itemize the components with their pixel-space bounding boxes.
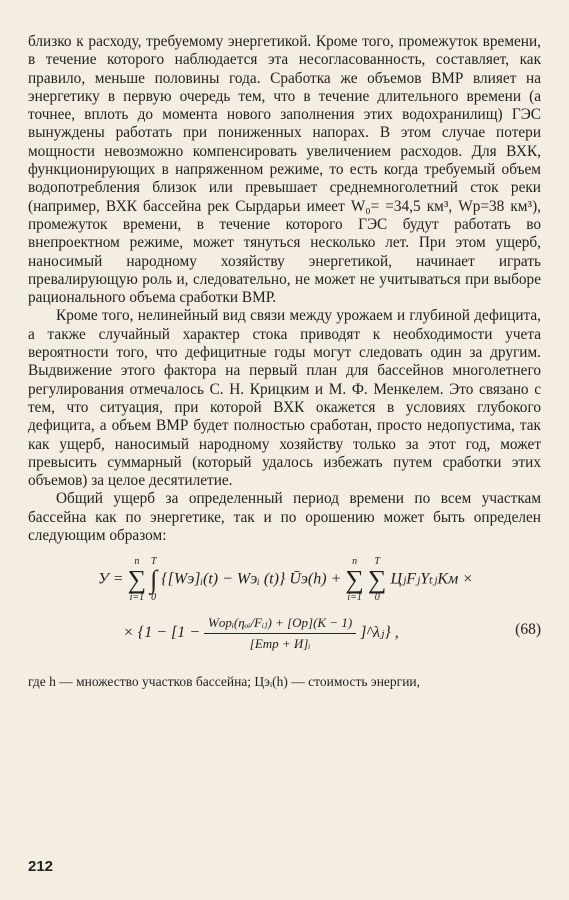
- sum3-upper: T: [374, 556, 380, 568]
- sum3-lower: 0: [374, 592, 380, 604]
- formula-explanation: где h — множество участков бассейна; Цэᵢ(h) — стоимость энергии,: [28, 674, 421, 690]
- formula-line-2: [123, 615, 399, 652]
- sum1-upper: n: [134, 556, 140, 568]
- formula-line2-prefix: × {1 − [1 −: [123, 624, 201, 642]
- paragraph-3: Общий ущерб за определенный период времени по всем участкам бассейна как по энергетике, так и по орошению может быть определен следующим образом:: [28, 490, 541, 545]
- int1-lower: 0: [151, 592, 157, 604]
- paragraph-1: близко к расходу, требуемому энергетикой. Кроме того, промежуток времени, в течение которого наблюдается эта несогласованность, составляет, как правило, меньше половины года. Сработка же объемов ВМР влияет на энергетику в первую очередь тем, что в течение длительного времени (а точнее, вплоть до момента нового заполнения этих водохранилищ) ГЭС вынуждены работать при пониженных напорах. В этом случае потери мощности невозможно компенсировать увеличением расходов. Для ВХК, функционирующих в напряженном режиме, то есть когда требуемый объем водопотребления близок или превышает среднемноголетний сток реки (например, ВХК бассейна рек Сырдарьи имеет W₀= =34,5 км³, Wр=38 км³), промежуток времени, в течение которого ГЭС будут работать во внепроектном режиме, может тянуться несколько лет. При этом ущерб, наносимый народному хозяйству энергетикой, начинает играть превалирующую роль и, следовательно, не может не учитываться при выборе рационального объема сработки ВМР.: [28, 33, 541, 307]
- equation-number: (68): [515, 621, 541, 639]
- formula-lhs: У =: [98, 570, 124, 588]
- sum2-lower: i=1: [347, 592, 362, 604]
- formula-fraction: [204, 615, 356, 652]
- sum-symbol-3: T ∑ 0: [367, 556, 387, 604]
- page-number: 212: [28, 858, 54, 875]
- fraction-numerator: Wорᵢ(ηₒᵢ/Fᵢⱼ) + [Oр](K − 1): [204, 615, 356, 634]
- integral-symbol: T ∫ 0: [150, 556, 158, 604]
- formula-term-2: ЦⱼFⱼYₜⱼKм ×: [390, 570, 473, 588]
- formula-68: [28, 551, 541, 669]
- formula-line2-suffix: ]^λⱼ} ,: [360, 624, 399, 642]
- sum2-upper: n: [352, 556, 358, 568]
- formula-line-1: [98, 557, 473, 603]
- int1-upper: T: [150, 556, 157, 568]
- paragraph-2: Кроме того, нелинейный вид связи между урожаем и глубиной дефицита, а также случайный характер стока приводят к необходимости учета вероятности того, что дефицитные годы могут следовать один за другим. Выдвижение этого фактора на первый план для бассейнов многолетнего регулирования отмечалось С. Н. Крицким и М. Ф. Менкелем. Это связано с тем, что ситуация, при которой ВХК окажется в условиях глубокого дефицита, а объем ВМР будет полностью сработан, просто недопустима, так как ущерб, наносимый народному хозяйству только за этот год, может превысить суммарный (который удалось избежать путем сработки этих объемов) за целое десятилетие.: [28, 307, 541, 490]
- fraction-denominator: [Eтр + И]ᵢ: [249, 636, 311, 652]
- sum-symbol-1: n ∑ i=1: [127, 556, 147, 604]
- sum-symbol-2: n ∑ i=1: [345, 556, 364, 604]
- formula-term-1: {[Wэ]ᵢ(t) − Wэᵢ (t)} Ūэ(h) +: [161, 570, 342, 588]
- sum1-lower: i=1: [129, 592, 145, 604]
